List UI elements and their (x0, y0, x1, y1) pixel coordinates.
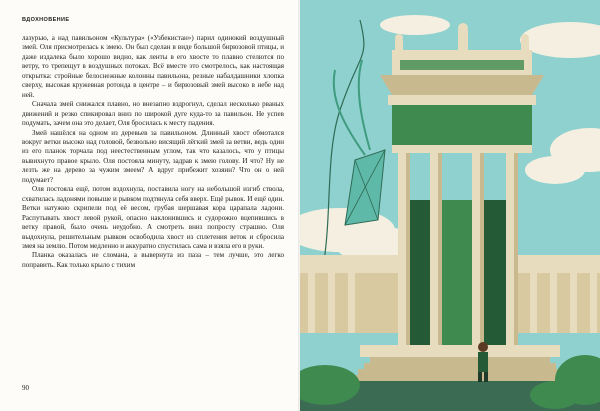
pavilion-illustration (300, 0, 600, 411)
paragraph: Сначала змей снижался плавно, но внезапно вздрогнул, сделал несколько рваных движений и резко спикировал вниз по широкой дуге куда-то за павильон. Не успев подумать, зачем она это делает, Оля бросилась к месту падения. (22, 100, 284, 128)
paragraph: Планка оказалась не сломана, а вывернута из паза – тем лучше, это легко поправить. Как только крыло с тихим (22, 251, 284, 269)
page-number: 90 (22, 384, 29, 392)
body-text (22, 34, 284, 270)
paragraph: Змей нашёлся на одном из деревьев за павильоном. Длинный хвост обмотался вокруг ветки высоко над головой, безвольно висящий лёгкий змей за ветви, ведь один из его планок торчала под неестественным углом, так что казалось, что у птицы вывихнуто правое крыло. Оля постояла минуту, задрав к змею голову. И что? Ну не лезть же на дерево за чужим змеем? А вдруг прибежит хозяин? Что он о ней подумает? (22, 128, 284, 184)
stairs (352, 357, 568, 381)
platform (360, 345, 560, 357)
running-header: ВДОХНОВЕНИЕ (22, 17, 70, 23)
interior-panels (410, 200, 506, 348)
paragraph: лазурью, а над павильоном «Культура» («Узбекистан») парил одинокий воздушный змей. Оля присмотрелась к змею. Он был сделан в виде большой бирюзовой птицы, и даже издалека было хорошо видно, как ленты в его хвосте то плавно стелются по ветру, то трепещут в воздушных потоках. Всё вместе это смотрелось, как настоящая открытка: стройные белоснежные колонны павильона, резные набалдашники хлопка сверху, высокая кружевная ротонда в центре – и бирюзовый змей высоко в небе над ней. (22, 34, 284, 99)
paragraph: Оля постояла ещё, потом вздохнула, поставила ногу на небольшой изгиб ствола, схватилась ладонями повыше и рывком подтянула себя вверх. Ещё рывок. И ещё один. Ветки натужно скрипели под её весом, грубая шершавая кора царапала ладони. Распутывать хвост левой рукой, опасно наклонившись и судорожно вцепившись в ветку правой, было очень неудобно. А смотреть вниз попросту страшно. Оля выдохнула, решительным рывком освободила хвост из сплетения веток и сбросила змея на землю. Потом медленно и аккуратно спустилась сама и взяла его в руки. (22, 185, 284, 250)
illustration-page (300, 0, 600, 411)
